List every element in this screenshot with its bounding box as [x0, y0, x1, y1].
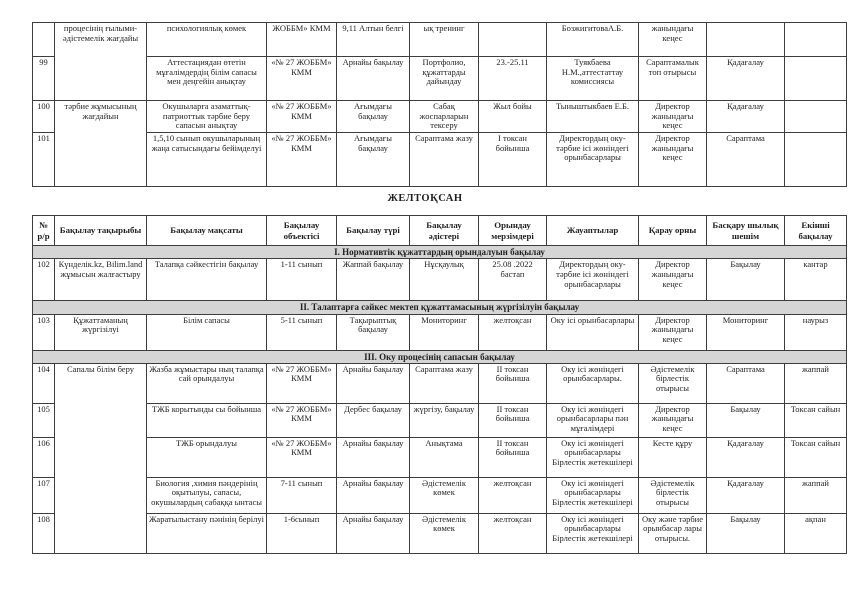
table-cell: [785, 101, 847, 133]
table-cell: Сабақ жоспарларын тексеру: [410, 101, 479, 133]
table-cell: Жаратылыстану пәнінің берілуі: [147, 513, 267, 553]
table-cell: Әдістемелік бірлестік отырысы: [639, 477, 707, 513]
table-cell: жүргізу, бақылау: [410, 403, 479, 437]
table-cell: «№ 27 ЖОББМ» КММ: [267, 437, 337, 477]
table-cell: жаппай: [785, 477, 847, 513]
table-cell: Окушыларға азаматтық-патриоттык тәрбие беру сапасын анықтау: [147, 101, 267, 133]
table-cell: ақпан: [785, 513, 847, 553]
table-cell: Арнайы бақылау: [337, 57, 410, 101]
table-cell: жанындағы кеңес: [639, 23, 707, 57]
table-cell: Сапалы білім беру: [55, 363, 147, 553]
table-cell: ІІ токсан бойынша: [479, 403, 547, 437]
table-cell: наурыз: [785, 314, 847, 350]
table-cell: Оку ісі жөніндегі орынбасарлары Бірлестік жетекшілері: [547, 513, 639, 553]
table-cell: Тыныштыкбаев Е.Б.: [547, 101, 639, 133]
column-header-cell: Басқару шылық шешім: [707, 216, 785, 246]
section-row: [33, 350, 847, 363]
table-cell: Тақырыптық бақылау: [337, 314, 410, 350]
row-number-cell: 105: [33, 403, 55, 437]
row-number-cell: 106: [33, 437, 55, 477]
table-cell: Портфолио, құжаттарды дайындау: [410, 57, 479, 101]
table-cell: Ағымдағы бақылау: [337, 101, 410, 133]
table-cell: Директор жанындағы кеңес: [639, 259, 707, 301]
table-cell: Мониторинг: [410, 314, 479, 350]
table-cell: «№ 27 ЖОББМ» КММ: [267, 57, 337, 101]
table-cell: Оку ісі жөніндегі орынбасарлары пән мұғалімдері: [547, 403, 639, 437]
table-row: [33, 477, 847, 513]
table-cell: Талапқа сәйкестігін бақылау: [147, 259, 267, 301]
table-cell: Жаппай бақылау: [337, 259, 410, 301]
table-cell: Оку ісі орынбасарлары: [547, 314, 639, 350]
table-cell: Директордың оку-тәрбие ісі жөніндегі орынбасарлары: [547, 133, 639, 187]
table-cell: 7-11 сынып: [267, 477, 337, 513]
table-cell: [479, 23, 547, 57]
table-cell: 5-11 сынып: [267, 314, 337, 350]
row-number-cell: [33, 23, 55, 57]
table-cell: Қадағалау: [707, 101, 785, 133]
table-cell: ТЖБ корытынды сы бойынша: [147, 403, 267, 437]
table-cell: 25.08 .2022 бастап: [479, 259, 547, 301]
column-header-cell: Бақылау әдістері: [410, 216, 479, 246]
table-cell: жаппай: [785, 363, 847, 403]
column-header-cell: Бақылау түрі: [337, 216, 410, 246]
table-cell: «№ 27 ЖОББМ» КММ: [267, 403, 337, 437]
table-cell: 1-6сынып: [267, 513, 337, 553]
section-title-cell: І. Нормативтік құжаттардың орындалуын бақылау: [33, 246, 847, 259]
column-header-cell: № р/р: [33, 216, 55, 246]
table-cell: Сараптама жазу: [410, 363, 479, 403]
table-cell: Бақылау: [707, 403, 785, 437]
table-cell: ІІ токсан бойынша: [479, 437, 547, 477]
row-number-cell: 108: [33, 513, 55, 553]
column-header-cell: Бақылау объектісі: [267, 216, 337, 246]
december-table-body: [33, 216, 847, 554]
table-row: [33, 513, 847, 553]
table-cell: психологиялық көмек: [147, 23, 267, 57]
table-cell: Қадағалау: [707, 57, 785, 101]
table-cell: Токсан сайын: [785, 403, 847, 437]
table-cell: «№ 27 ЖОББМ» КММ: [267, 363, 337, 403]
row-number-cell: 101: [33, 133, 55, 187]
table-cell: [785, 57, 847, 101]
table-row: [33, 101, 847, 133]
table-cell: [707, 23, 785, 57]
continuation-table: [32, 22, 847, 187]
table-cell: 1-11 сынып: [267, 259, 337, 301]
table-cell: тәрбие жұмысының жағдайын: [55, 101, 147, 187]
column-header-cell: Бақылау тақырыбы: [55, 216, 147, 246]
table-cell: 23.-25.11: [479, 57, 547, 101]
row-number-cell: 107: [33, 477, 55, 513]
column-header-cell: Екінші бақылау: [785, 216, 847, 246]
section-row: [33, 246, 847, 259]
table-cell: БозжигитоваА.Б.: [547, 23, 639, 57]
table-cell: [785, 133, 847, 187]
table-cell: ық тренинг: [410, 23, 479, 57]
table-cell: Туякбаева Н.М.,аттестаттау комиссиясы: [547, 57, 639, 101]
table-cell: Аттестациядан өтетін мұғалімдердің білім сапасы мен деңгейін анықтау: [147, 57, 267, 101]
table-cell: Бақылау: [707, 259, 785, 301]
table-cell: Директор жанындағы кеңес: [639, 101, 707, 133]
table-cell: Ағымдағы бақылау: [337, 133, 410, 187]
table-cell: Әдістемелік көмек: [410, 477, 479, 513]
table-cell: Сараптама: [707, 133, 785, 187]
row-number-cell: 103: [33, 314, 55, 350]
column-header-cell: Жауаптылар: [547, 216, 639, 246]
section-row: [33, 301, 847, 314]
section-title-cell: ІІІ. Оку процесінің сапасын бақылау: [33, 350, 847, 363]
table-cell: желтоқсан: [479, 314, 547, 350]
table-cell: Сараптама жазу: [410, 133, 479, 187]
table-cell: Токсан сайын: [785, 437, 847, 477]
table-row: [33, 437, 847, 477]
table-cell: «№ 27 ЖОББМ» КММ: [267, 101, 337, 133]
table-cell: Қадағалау: [707, 437, 785, 477]
table-cell: процесінің ғылыми-әдістемелік жағдайы: [55, 23, 147, 101]
table-row: [33, 259, 847, 301]
table-row: [33, 57, 847, 101]
table-cell: Сараптама: [707, 363, 785, 403]
continuation-table-body: [33, 23, 847, 187]
table-cell: Оку ісі жөніндегі орынбасарлары Бірлестік жетекшілері: [547, 437, 639, 477]
row-number-cell: 102: [33, 259, 55, 301]
table-cell: Жазба жұмыстары ның талапқа сай орындалуы: [147, 363, 267, 403]
section-title-cell: ІІ. Талаптарға сәйкес мектеп құжаттамасының жүргізілуін бақылау: [33, 301, 847, 314]
table-cell: Директор жанындағы кеңес: [639, 403, 707, 437]
table-cell: Дербес бақылау: [337, 403, 410, 437]
table-cell: Оку және тәрбие орынбасар лары отырысы.: [639, 513, 707, 553]
table-cell: І токсан бойынша: [479, 133, 547, 187]
table-cell: Арнайы бақылау: [337, 437, 410, 477]
row-number-cell: 99: [33, 57, 55, 101]
table-cell: Оку ісі жөніндегі орынбасарлары Бірлестік жетекшілері: [547, 477, 639, 513]
header-row: [33, 216, 847, 246]
month-title: ЖЕЛТОҚСАН: [387, 193, 463, 204]
table-cell: Құжаттаманың жүргізілуі: [55, 314, 147, 350]
table-cell: Арнайы бақылау: [337, 513, 410, 553]
december-plan-table: [32, 215, 847, 554]
table-cell: Сараптамалык топ отырысы: [639, 57, 707, 101]
table-cell: Әдістемелік бірлестік отырысы: [639, 363, 707, 403]
table-row: [33, 363, 847, 403]
table-cell: Күнделік.kz, Bilim.land жұмысын жалғастыру: [55, 259, 147, 301]
table-cell: Жыл бойы: [479, 101, 547, 133]
table-row: [33, 403, 847, 437]
table-cell: 9,11 Алтын белгі: [337, 23, 410, 57]
table-cell: Нұсқаулық: [410, 259, 479, 301]
table-cell: Директор жанындағы кеңес: [639, 314, 707, 350]
table-row: [33, 133, 847, 187]
table-cell: Кесте құру: [639, 437, 707, 477]
table-cell: ІІ токсан бойынша: [479, 363, 547, 403]
table-cell: Арнайы бақылау: [337, 363, 410, 403]
table-row: [33, 23, 847, 57]
table-cell: кантар: [785, 259, 847, 301]
column-header-cell: Қарау орны: [639, 216, 707, 246]
table-cell: Әдістемелік көмек: [410, 513, 479, 553]
table-cell: желтоқсан: [479, 477, 547, 513]
table-cell: желтоқсан: [479, 513, 547, 553]
table-cell: Білім сапасы: [147, 314, 267, 350]
table-cell: ТЖБ орындалуы: [147, 437, 267, 477]
column-header-cell: Орындау мерзімдері: [479, 216, 547, 246]
row-number-cell: 100: [33, 101, 55, 133]
table-cell: Директордың оку-тәрбие ісі жөніндегі орынбасарлары: [547, 259, 639, 301]
table-row: [33, 314, 847, 350]
table-cell: Анықтама: [410, 437, 479, 477]
table-cell: «№ 27 ЖОББМ» КММ: [267, 133, 337, 187]
column-header-cell: Бақылау мақсаты: [147, 216, 267, 246]
table-cell: Оку ісі жөніндегі орынбасарлары.: [547, 363, 639, 403]
table-cell: Бақылау: [707, 513, 785, 553]
table-cell: Биология ,химия пәндерінің оқытылуы, сапасы, окушылардың сабаққа ынтасы: [147, 477, 267, 513]
table-cell: Мониторинг: [707, 314, 785, 350]
table-cell: Директор жанындағы кеңес: [639, 133, 707, 187]
table-cell: Арнайы бақылау: [337, 477, 410, 513]
table-cell: Қадағалау: [707, 477, 785, 513]
table-cell: [785, 23, 847, 57]
table-cell: ЖОББМ» КММ: [267, 23, 337, 57]
row-number-cell: 104: [33, 363, 55, 403]
table-cell: 1,5,10 сынып окушыларының жаңа сатысындағы бейімделуі: [147, 133, 267, 187]
